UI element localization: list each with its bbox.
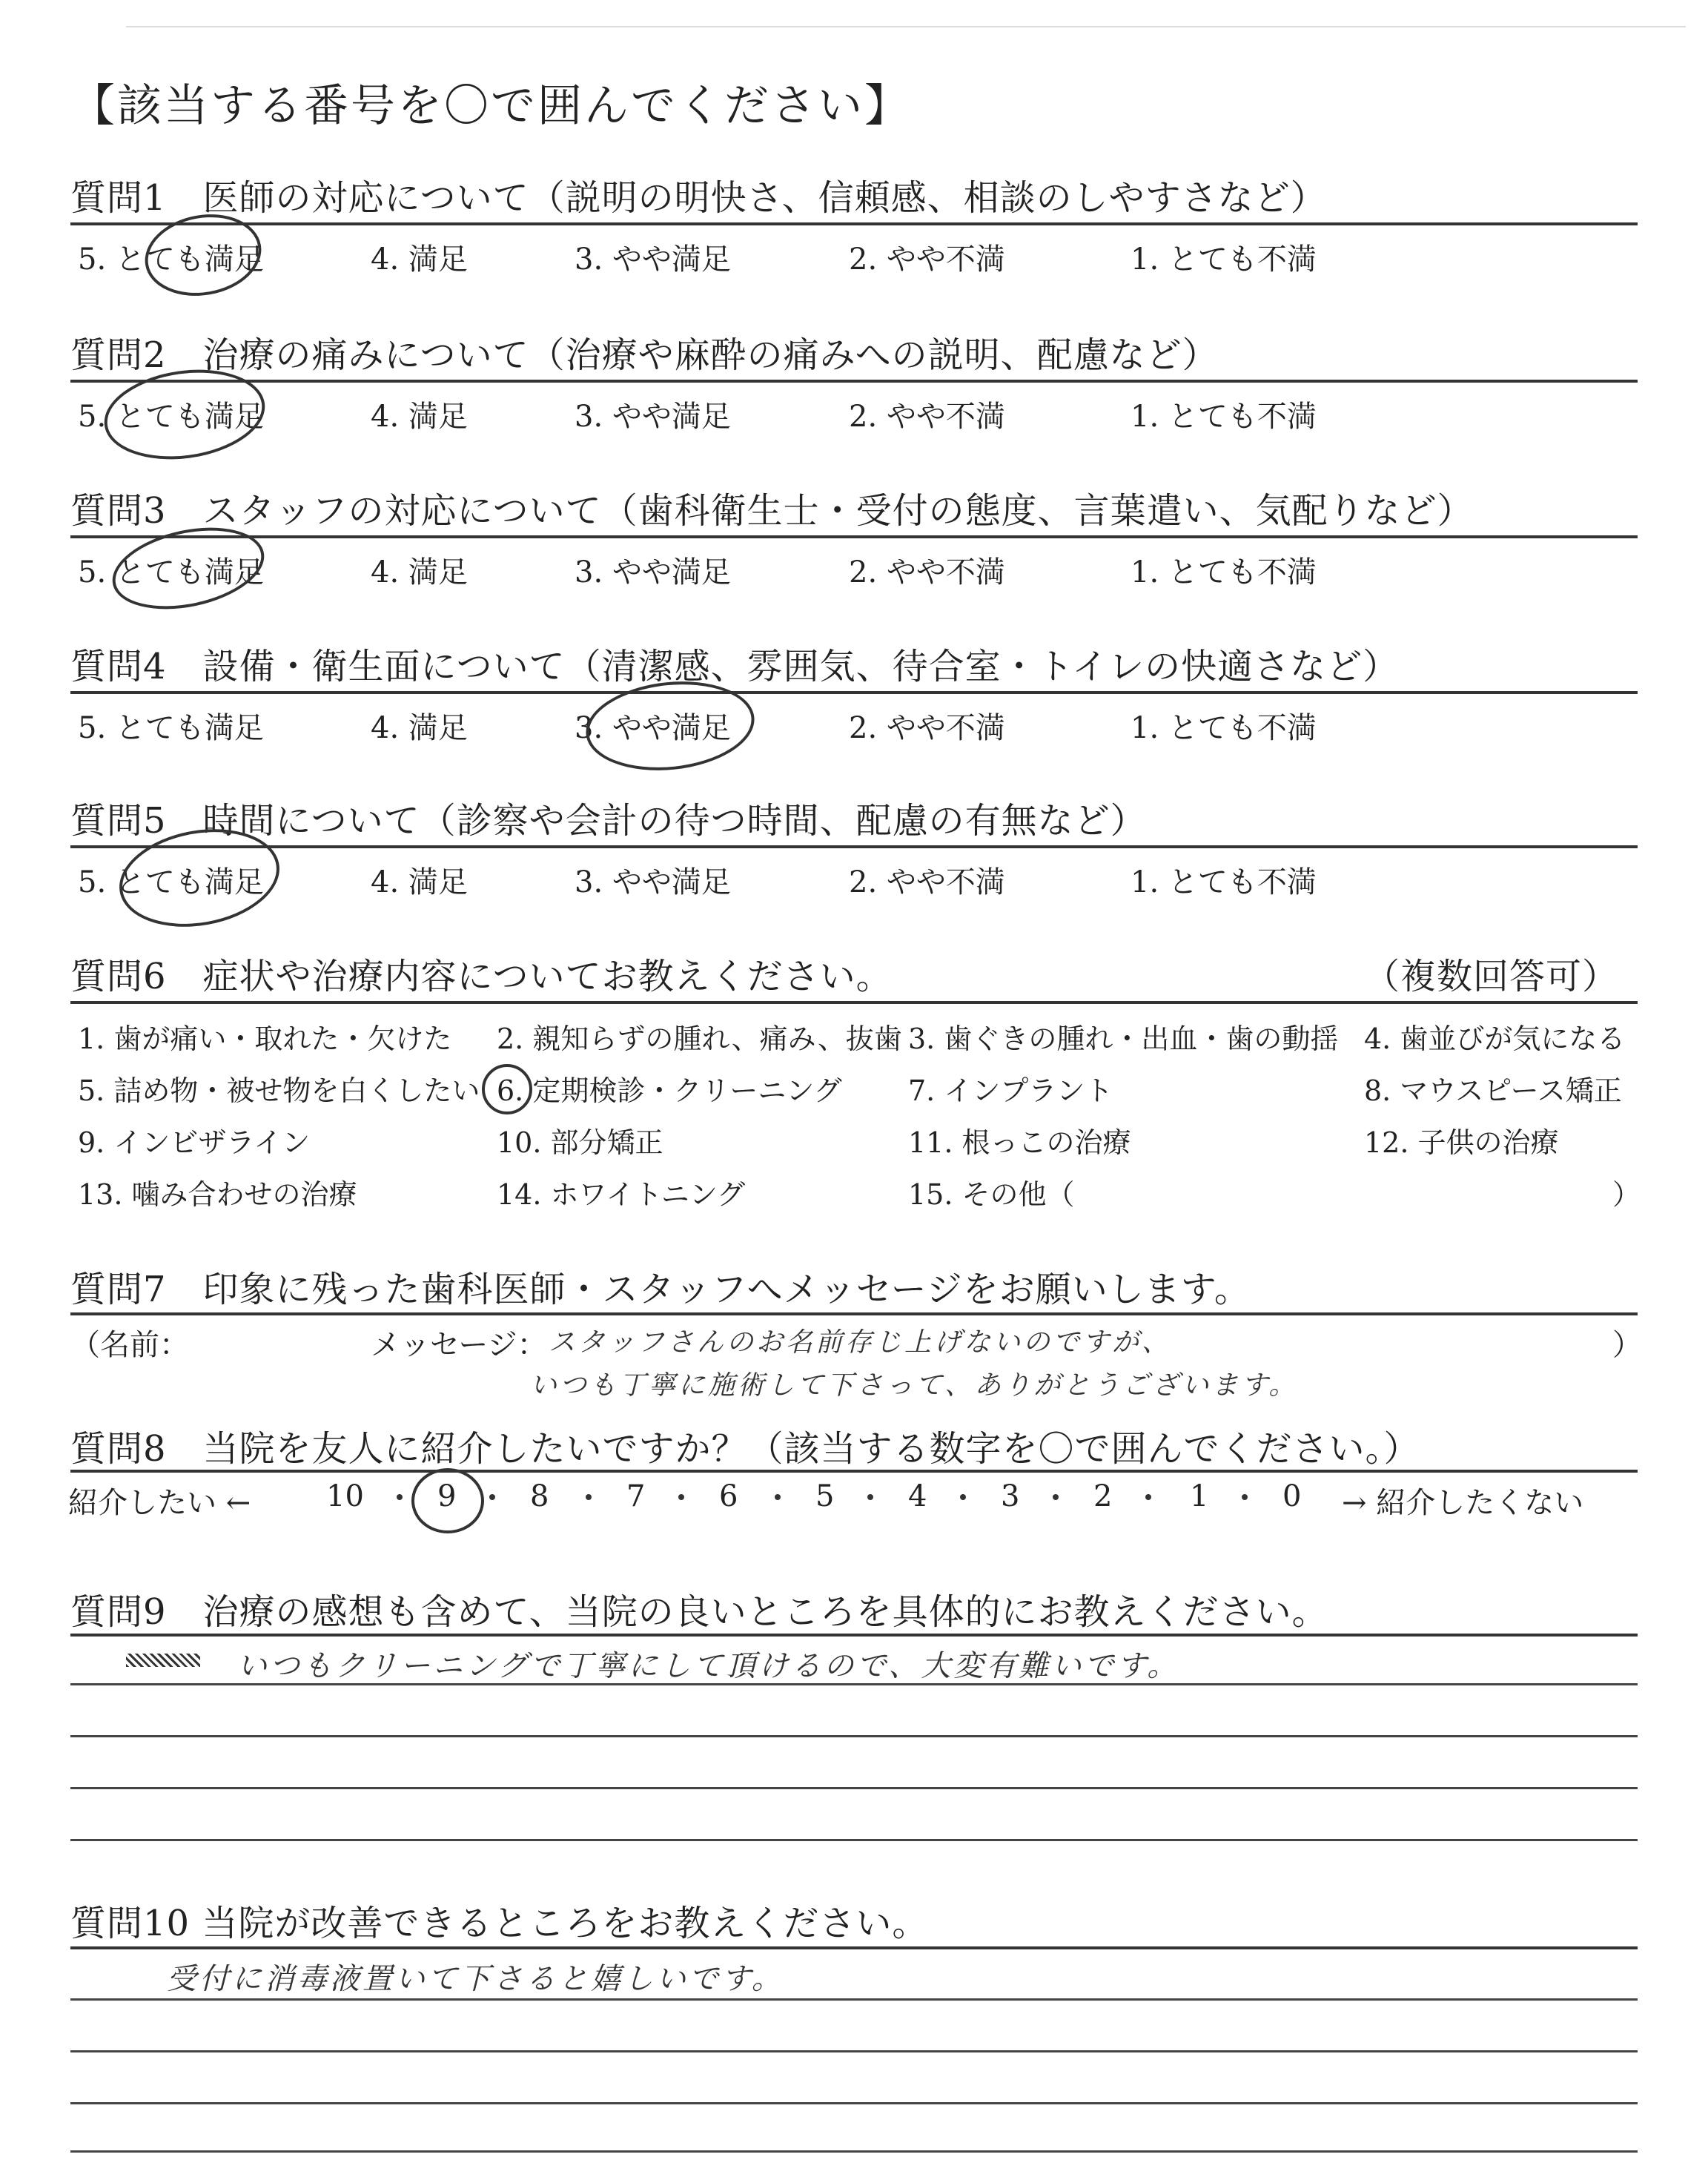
- q1-option-5[interactable]: 5. とても満足: [78, 242, 264, 277]
- q4-option-2[interactable]: 2. やや不満: [849, 711, 1005, 745]
- q3-option-4[interactable]: 4. 満足: [371, 555, 468, 589]
- q5-title: 質問5 時間について（診察や会計の待つ時間、配慮の有無など）: [70, 800, 1147, 842]
- q1-selection-mark: [139, 205, 268, 305]
- q3-rule: [70, 535, 1638, 538]
- q8-left-label: 紹介したい ←: [68, 1486, 251, 1520]
- q4-rule: [70, 691, 1638, 694]
- q2-rule: [70, 380, 1638, 383]
- q3-option-2[interactable]: 2. やや不満: [849, 555, 1005, 589]
- q2-option-5[interactable]: 5. とても満足: [78, 400, 264, 434]
- q2-option-1[interactable]: 1. とても不満: [1131, 400, 1317, 434]
- q8-scale-4[interactable]: 4: [908, 1479, 927, 1513]
- q8-title: 質問8 当院を友人に紹介したいですか？（該当する数字を〇で囲んでください。）: [70, 1428, 1420, 1470]
- q6-rule: [70, 1001, 1638, 1004]
- q1-option-3[interactable]: 3. やや満足: [575, 242, 731, 277]
- q1-rule: [70, 222, 1638, 225]
- q9-answer-line: [70, 1735, 1638, 1737]
- q1-option-1[interactable]: 1. とても不満: [1131, 242, 1317, 277]
- q6-item-14[interactable]: 14. ホワイトニング: [497, 1178, 746, 1211]
- instruction-header: 【該当する番号を〇で囲んでください】: [70, 80, 911, 132]
- q8-scale-10[interactable]: 10: [326, 1479, 364, 1513]
- q7-message-line-2[interactable]: いつも丁寧に施術して下さって、ありがとうございます。: [530, 1370, 1299, 1401]
- q10-answer-line: [70, 2102, 1638, 2104]
- q3-option-1[interactable]: 1. とても不満: [1131, 555, 1317, 589]
- scan-edge-line: [126, 26, 1686, 27]
- q6-item-10[interactable]: 10. 部分矯正: [497, 1126, 663, 1159]
- q7-message-label: メッセージ：: [371, 1328, 547, 1362]
- q10-rule: [70, 1946, 1638, 1949]
- q8-scale-9[interactable]: 9: [437, 1479, 457, 1513]
- q2-option-3[interactable]: 3. やや満足: [575, 400, 731, 434]
- q9-answer-line: [70, 1839, 1638, 1841]
- q8-scale-0[interactable]: 0: [1282, 1479, 1302, 1513]
- q6-item-4[interactable]: 4. 歯並びが気になる: [1364, 1023, 1626, 1055]
- q9-scribble-mark: [126, 1654, 200, 1667]
- q8-separator: [775, 1494, 781, 1500]
- q3-option-5[interactable]: 5. とても満足: [78, 555, 264, 589]
- q6-item-7[interactable]: 7. インプラント: [908, 1074, 1113, 1107]
- q5-rule: [70, 845, 1638, 848]
- q8-separator: [397, 1494, 403, 1500]
- q8-separator: [1053, 1494, 1059, 1500]
- q8-separator: [867, 1494, 873, 1500]
- q8-scale-7[interactable]: 7: [626, 1479, 646, 1513]
- q8-separator: [1242, 1494, 1248, 1500]
- q2-option-4[interactable]: 4. 満足: [371, 400, 468, 434]
- q6-item-15[interactable]: 15. その他（: [908, 1178, 1075, 1211]
- q6-item-9[interactable]: 9. インビザライン: [78, 1126, 311, 1159]
- q8-scale-1[interactable]: 1: [1190, 1479, 1209, 1513]
- q10-answer-line: [70, 2150, 1638, 2153]
- q4-option-3[interactable]: 3. やや満足: [575, 711, 731, 745]
- q8-separator: [678, 1494, 684, 1500]
- q5-option-2[interactable]: 2. やや不満: [849, 865, 1005, 899]
- q6-title: 質問6 症状や治療内容についてお教えください。: [70, 956, 893, 997]
- q2-title: 質問2 治療の痛みについて（治療や麻酔の痛みへの説明、配慮など）: [70, 334, 1219, 376]
- q9-answer-line: [70, 1787, 1638, 1789]
- q4-selection-mark: [581, 673, 758, 778]
- q10-answer-line: [70, 2050, 1638, 2052]
- q9-answer-line: [70, 1683, 1638, 1685]
- q9-title: 質問9 治療の感想も含めて、当院の良いところを具体的にお教えください。: [70, 1591, 1328, 1633]
- q4-title: 質問4 設備・衛生面について（清潔感、雰囲気、待合室・トイレの快適さなど）: [70, 646, 1400, 687]
- q8-scale-5[interactable]: 5: [815, 1479, 835, 1513]
- q6-item-6-selection-mark: [482, 1064, 532, 1114]
- q7-close-paren: ）: [1612, 1328, 1642, 1362]
- q6-item-1[interactable]: 1. 歯が痛い・取れた・欠けた: [78, 1023, 452, 1055]
- q3-option-3[interactable]: 3. やや満足: [575, 555, 731, 589]
- q6-other-close: ）: [1612, 1178, 1641, 1211]
- q8-right-label: → 紹介したくない: [1342, 1486, 1584, 1520]
- q4-option-1[interactable]: 1. とても不満: [1131, 711, 1317, 745]
- q6-item-13[interactable]: 13. 噛み合わせの治療: [78, 1178, 357, 1211]
- q8-separator: [960, 1494, 966, 1500]
- q5-option-4[interactable]: 4. 満足: [371, 865, 468, 899]
- q6-item-11[interactable]: 11. 根っこの治療: [908, 1126, 1131, 1159]
- q3-title: 質問3 スタッフの対応について（歯科衛生士・受付の態度、言葉遣い、気配りなど）: [70, 490, 1474, 532]
- q8-separator: [1145, 1494, 1151, 1500]
- q1-option-4[interactable]: 4. 満足: [371, 242, 468, 277]
- q7-title: 質問7 印象に残った歯科医師・スタッフへメッセージをお願いします。: [70, 1269, 1251, 1310]
- q6-multiple-note: （複数回答可）: [1364, 956, 1619, 997]
- q7-name-label: （名前：: [70, 1328, 189, 1362]
- q9-rule: [70, 1634, 1638, 1636]
- q8-separator: [586, 1494, 592, 1500]
- q8-scale-8[interactable]: 8: [530, 1479, 549, 1513]
- q7-message-line-1[interactable]: スタッフさんのお名前存じ上げないのですが、: [549, 1327, 1172, 1358]
- q6-item-8[interactable]: 8. マウスピース矯正: [1364, 1074, 1622, 1107]
- q4-option-5[interactable]: 5. とても満足: [78, 711, 264, 745]
- q8-scale-3[interactable]: 3: [1001, 1479, 1020, 1513]
- q4-option-4[interactable]: 4. 満足: [371, 711, 468, 745]
- q5-option-5[interactable]: 5. とても満足: [78, 865, 264, 899]
- q1-title: 質問1 医師の対応について（説明の明快さ、信頼感、相談のしやすさなど）: [70, 177, 1327, 219]
- q6-item-6[interactable]: 6. 定期検診・クリーニング: [497, 1074, 842, 1107]
- q8-rule: [70, 1470, 1638, 1473]
- q8-scale-6[interactable]: 6: [719, 1479, 738, 1513]
- q6-item-12[interactable]: 12. 子供の治療: [1364, 1126, 1559, 1159]
- q10-answer[interactable]: 受付に消毒液置いて下さると嬉しいです。: [167, 1962, 784, 1996]
- q6-item-2[interactable]: 2. 親知らずの腫れ、痛み、抜歯: [497, 1023, 902, 1055]
- q10-answer-line: [70, 1998, 1638, 2001]
- q2-option-2[interactable]: 2. やや不満: [849, 400, 1005, 434]
- q8-selection-mark: [411, 1468, 484, 1533]
- q8-scale-2[interactable]: 2: [1093, 1479, 1113, 1513]
- q9-answer[interactable]: いつもクリーニングで丁寧にして頂けるので、大変有難いです。: [237, 1649, 1180, 1683]
- q6-item-3[interactable]: 3. 歯ぐきの腫れ・出血・歯の動揺: [908, 1023, 1339, 1055]
- q7-rule: [70, 1312, 1638, 1315]
- q5-option-1[interactable]: 1. とても不満: [1131, 865, 1317, 899]
- q8-separator: [489, 1494, 495, 1500]
- q5-option-3[interactable]: 3. やや満足: [575, 865, 731, 899]
- q10-title: 質問10 当院が改善できるところをお教えください。: [70, 1903, 929, 1944]
- q1-option-2[interactable]: 2. やや不満: [849, 242, 1005, 277]
- q6-item-5[interactable]: 5. 詰め物・被せ物を白くしたい: [78, 1074, 480, 1107]
